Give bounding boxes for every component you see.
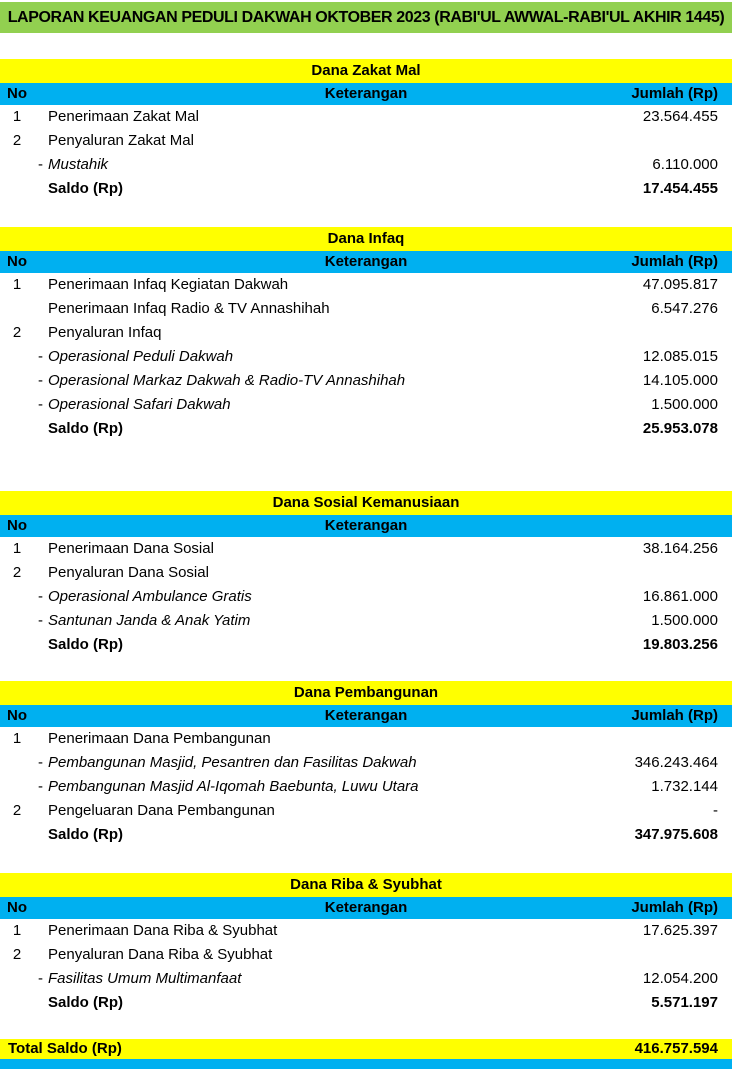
row-number: 1 (12, 730, 22, 747)
column-header-no: No (7, 707, 27, 724)
row-label: Operasional Markaz Dakwah & Radio-TV Annashihah (48, 372, 406, 389)
column-header-row (0, 83, 732, 105)
row-value (718, 321, 732, 345)
row-value: 14.105.000 (642, 372, 718, 389)
table-row (0, 967, 732, 991)
table-row (0, 105, 732, 129)
section-title: Dana Pembangunan (0, 681, 732, 705)
dash-marker (34, 129, 48, 153)
row-value (718, 943, 732, 967)
dash-marker (34, 105, 48, 129)
dash-marker: - (38, 156, 43, 173)
row-number (0, 609, 34, 633)
row-label: Penyaluran Zakat Mal (48, 132, 194, 149)
report-title-banner (0, 2, 732, 33)
row-label: Santunan Janda & Anak Yatim (48, 612, 251, 629)
dash-marker (34, 991, 48, 1015)
row-label: Pengeluaran Dana Pembangunan (48, 802, 275, 819)
row-number: 2 (12, 802, 22, 819)
row-number: 1 (12, 276, 22, 293)
row-label: Saldo (Rp) (48, 826, 123, 843)
dash-marker (34, 561, 48, 585)
row-number: 1 (12, 540, 22, 557)
fund-section (0, 681, 732, 847)
row-label: Penyaluran Dana Riba & Syubhat (48, 946, 273, 963)
column-header-jumlah: Jumlah (Rp) (631, 707, 718, 724)
table-row (0, 537, 732, 561)
row-value: 1.500.000 (651, 396, 718, 413)
column-header-jumlah: Jumlah (Rp) (631, 899, 718, 916)
table-row (0, 991, 732, 1015)
row-number (0, 393, 34, 417)
table-row (0, 585, 732, 609)
column-header-jumlah: Jumlah (Rp) (631, 85, 718, 102)
dash-marker: - (38, 396, 43, 413)
report-title: LAPORAN KEUANGAN PEDULI DAKWAH OKTOBER 2023 (RABI'UL AWWAL-RABI'UL AKHIR 1445) (7, 8, 725, 26)
row-label: Operasional Ambulance Gratis (48, 588, 252, 605)
dash-marker (34, 273, 48, 297)
row-value: 6.547.276 (651, 300, 718, 317)
row-value: 12.054.200 (642, 970, 718, 987)
row-number (0, 775, 34, 799)
table-row (0, 345, 732, 369)
total-saldo-value: 416.757.594 (634, 1040, 718, 1057)
row-value (718, 727, 732, 751)
row-number (0, 177, 34, 201)
row-label: Operasional Safari Dakwah (48, 396, 231, 413)
row-value (718, 561, 732, 585)
table-row (0, 417, 732, 441)
dash-marker: - (38, 778, 43, 795)
row-value (718, 129, 732, 153)
row-value: 25.953.078 (642, 420, 718, 437)
dash-marker (34, 633, 48, 657)
row-value: 17.625.397 (642, 922, 718, 939)
table-row (0, 297, 732, 321)
row-number (0, 633, 34, 657)
dash-marker: - (38, 588, 43, 605)
column-header-keterangan: Keterangan (324, 517, 408, 534)
row-label: Penerimaan Infaq Radio & TV Annashihah (48, 300, 330, 317)
table-row (0, 727, 732, 751)
row-label: Saldo (Rp) (48, 180, 123, 197)
table-row (0, 273, 732, 297)
fund-section (0, 227, 732, 441)
row-value: 1.732.144 (651, 778, 718, 795)
dash-marker (34, 297, 48, 321)
row-number (0, 967, 34, 991)
dash-marker: - (38, 348, 43, 365)
dash-marker: - (38, 754, 43, 771)
table-row (0, 369, 732, 393)
total-saldo-row (0, 1039, 732, 1059)
column-header-no: No (7, 899, 27, 916)
row-label: Mustahik (48, 156, 109, 173)
row-number (0, 345, 34, 369)
row-label: Penerimaan Infaq Kegiatan Dakwah (48, 276, 289, 293)
row-label: Pembangunan Masjid Al-Iqomah Baebunta, Luwu Utara (48, 778, 419, 795)
column-header-no: No (7, 517, 27, 534)
row-value: 17.454.455 (642, 180, 718, 197)
section-title: Dana Infaq (0, 227, 732, 251)
bottom-accent-bar (0, 1059, 732, 1069)
row-number (0, 153, 34, 177)
table-row (0, 943, 732, 967)
row-value: - (713, 802, 718, 819)
row-value: 347.975.608 (634, 826, 718, 843)
section-title: Dana Zakat Mal (0, 59, 732, 83)
table-row (0, 393, 732, 417)
column-header-no: No (7, 85, 27, 102)
row-number: 2 (12, 946, 22, 963)
row-label: Saldo (Rp) (48, 994, 123, 1011)
dash-marker: - (38, 612, 43, 629)
row-number (0, 297, 34, 321)
table-row (0, 129, 732, 153)
fund-section (0, 59, 732, 201)
table-row (0, 633, 732, 657)
dash-marker (34, 823, 48, 847)
row-value: 16.861.000 (642, 588, 718, 605)
row-value: 1.500.000 (651, 612, 718, 629)
table-row (0, 609, 732, 633)
row-label: Penerimaan Dana Riba & Syubhat (48, 922, 278, 939)
table-row (0, 775, 732, 799)
row-value: 19.803.256 (642, 636, 718, 653)
column-header-no: No (7, 253, 27, 270)
section-title: Dana Sosial Kemanusiaan (0, 491, 732, 515)
row-label: Operasional Peduli Dakwah (48, 348, 234, 365)
section-title: Dana Riba & Syubhat (0, 873, 732, 897)
row-number: 1 (12, 922, 22, 939)
row-number (0, 991, 34, 1015)
row-number (0, 823, 34, 847)
dash-marker (34, 177, 48, 201)
table-row (0, 177, 732, 201)
row-label: Saldo (Rp) (48, 636, 123, 653)
row-value: 12.085.015 (642, 348, 718, 365)
dash-marker (34, 321, 48, 345)
table-row (0, 751, 732, 775)
dash-marker (34, 537, 48, 561)
table-row (0, 823, 732, 847)
row-label: Penyaluran Infaq (48, 324, 162, 341)
row-number: 2 (12, 564, 22, 581)
row-number (0, 751, 34, 775)
row-number: 2 (12, 324, 22, 341)
row-value: 23.564.455 (642, 108, 718, 125)
row-number: 1 (12, 108, 22, 125)
table-row (0, 561, 732, 585)
row-label: Fasilitas Umum Multimanfaat (48, 970, 242, 987)
row-number (0, 417, 34, 441)
table-row (0, 919, 732, 943)
column-header-jumlah: Jumlah (Rp) (631, 253, 718, 270)
row-value: 6.110.000 (652, 156, 718, 173)
row-number (0, 369, 34, 393)
total-saldo-label: Total Saldo (Rp) (8, 1040, 122, 1057)
dash-marker (34, 727, 48, 751)
dash-marker (34, 943, 48, 967)
row-label: Penerimaan Dana Pembangunan (48, 730, 271, 747)
row-label: Penerimaan Dana Sosial (48, 540, 214, 557)
row-label: Penyaluran Dana Sosial (48, 564, 209, 581)
row-value: 5.571.197 (651, 994, 718, 1011)
dash-marker: - (38, 372, 43, 389)
column-header-row (0, 705, 732, 727)
dash-marker: - (38, 970, 43, 987)
column-header-keterangan: Keterangan (324, 899, 408, 916)
row-value: 47.095.817 (642, 276, 718, 293)
dash-marker (34, 417, 48, 441)
column-header-keterangan: Keterangan (324, 253, 408, 270)
row-label: Pembangunan Masjid, Pesantren dan Fasilitas Dakwah (48, 754, 417, 771)
fund-section (0, 873, 732, 1015)
column-header-keterangan: Keterangan (324, 707, 408, 724)
column-header-row (0, 515, 732, 537)
row-number (0, 585, 34, 609)
table-row (0, 321, 732, 345)
table-row (0, 153, 732, 177)
dash-marker (34, 919, 48, 943)
row-value: 346.243.464 (634, 754, 718, 771)
row-label: Penerimaan Zakat Mal (48, 108, 199, 125)
fund-sections (0, 59, 732, 1015)
dash-marker (34, 799, 48, 823)
table-row (0, 799, 732, 823)
fund-section (0, 491, 732, 657)
column-header-keterangan: Keterangan (324, 85, 408, 102)
column-header-row (0, 251, 732, 273)
row-number: 2 (12, 132, 22, 149)
row-value: 38.164.256 (642, 540, 718, 557)
row-label: Saldo (Rp) (48, 420, 123, 437)
column-header-row (0, 897, 732, 919)
